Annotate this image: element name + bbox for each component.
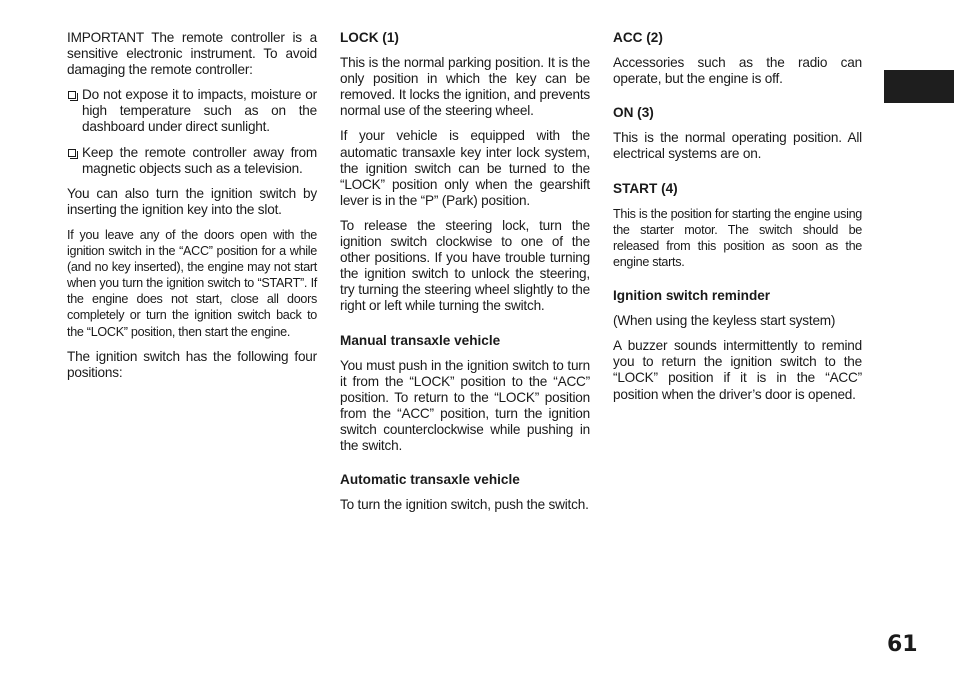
paragraph: This is the position for starting the engine using the starter motor. The switch should be released from this position as soon as the engine starts. xyxy=(613,206,862,269)
paragraph: You must push in the ignition switch to turn it from the “LOCK” position to the “ACC” position. To return to the “LOCK” position from the “ACC” position, turn the ignition switch counterclockwise while pushing in the switch. xyxy=(340,357,590,454)
paragraph: The ignition switch has the following four positions: xyxy=(67,348,317,380)
paragraph: You can also turn the ignition switch by inserting the ignition key into the slot. xyxy=(67,185,317,217)
column-left xyxy=(67,30,317,390)
section-heading-acc: ACC (2) xyxy=(613,30,663,45)
section-tab-marker xyxy=(884,70,954,103)
column-middle xyxy=(340,30,590,522)
page-number: 61 xyxy=(887,632,918,657)
paragraph: This is the normal parking position. It is the only position in which the key can be removed. It locks the ignition, and prevents normal use of the steering wheel. xyxy=(340,55,590,119)
column-right xyxy=(613,30,862,412)
section-heading-reminder: Ignition switch reminder xyxy=(613,288,771,304)
paragraph: (When using the keyless start system) xyxy=(613,313,836,329)
checkbox-bullet-icon xyxy=(68,91,76,99)
list-item xyxy=(67,145,317,177)
important-note: IMPORTANT The remote controller is a sensitive electronic instrument. To avoid damaging the remote controller: xyxy=(67,30,317,78)
section-heading-automatic: Automatic transaxle vehicle xyxy=(340,472,520,488)
paragraph: A buzzer sounds intermittently to remind you to return the ignition switch to the “LOCK” position if it is in the “ACC” position when the driver’s door is opened. xyxy=(613,338,862,402)
list-item-text: Do not expose it to impacts, moisture or high temperature such as on the dashboard under direct sunlight. xyxy=(82,87,317,135)
list-item xyxy=(67,87,317,135)
section-heading-lock: LOCK (1) xyxy=(340,30,399,45)
paragraph: To turn the ignition switch, push the switch. xyxy=(340,497,589,513)
checkbox-bullet-icon xyxy=(68,149,76,157)
paragraph: This is the normal operating position. All electrical systems are on. xyxy=(613,130,862,162)
paragraph: To release the steering lock, turn the ignition switch clockwise to one of the other positions. If you have trouble turning the ignition switch to unlock the steering, try turning the steering wheel slightly to the right or left while turning the switch. xyxy=(340,217,590,314)
paragraph: If you leave any of the doors open with the ignition switch in the “ACC” position for a while (and no key inserted), the engine may not start when you turn the ignition switch to “START”. If the engine does not start, close all doors completely or turn the ignition switch back to the “LOCK” position, then start the engine. xyxy=(67,227,317,339)
section-heading-start: START (4) xyxy=(613,180,678,196)
paragraph: If your vehicle is equipped with the automatic transaxle key inter lock system, the ignition switch can be turned to the “LOCK” position only when the gearshift lever is in the “P” (Park) position. xyxy=(340,128,590,208)
section-heading-on: ON (3) xyxy=(613,105,654,121)
section-heading-manual: Manual transaxle vehicle xyxy=(340,332,501,348)
list-item-text: Keep the remote controller away from magnetic objects such as a television. xyxy=(82,144,317,176)
paragraph: Accessories such as the radio can operate, but the engine is off. xyxy=(613,55,862,87)
